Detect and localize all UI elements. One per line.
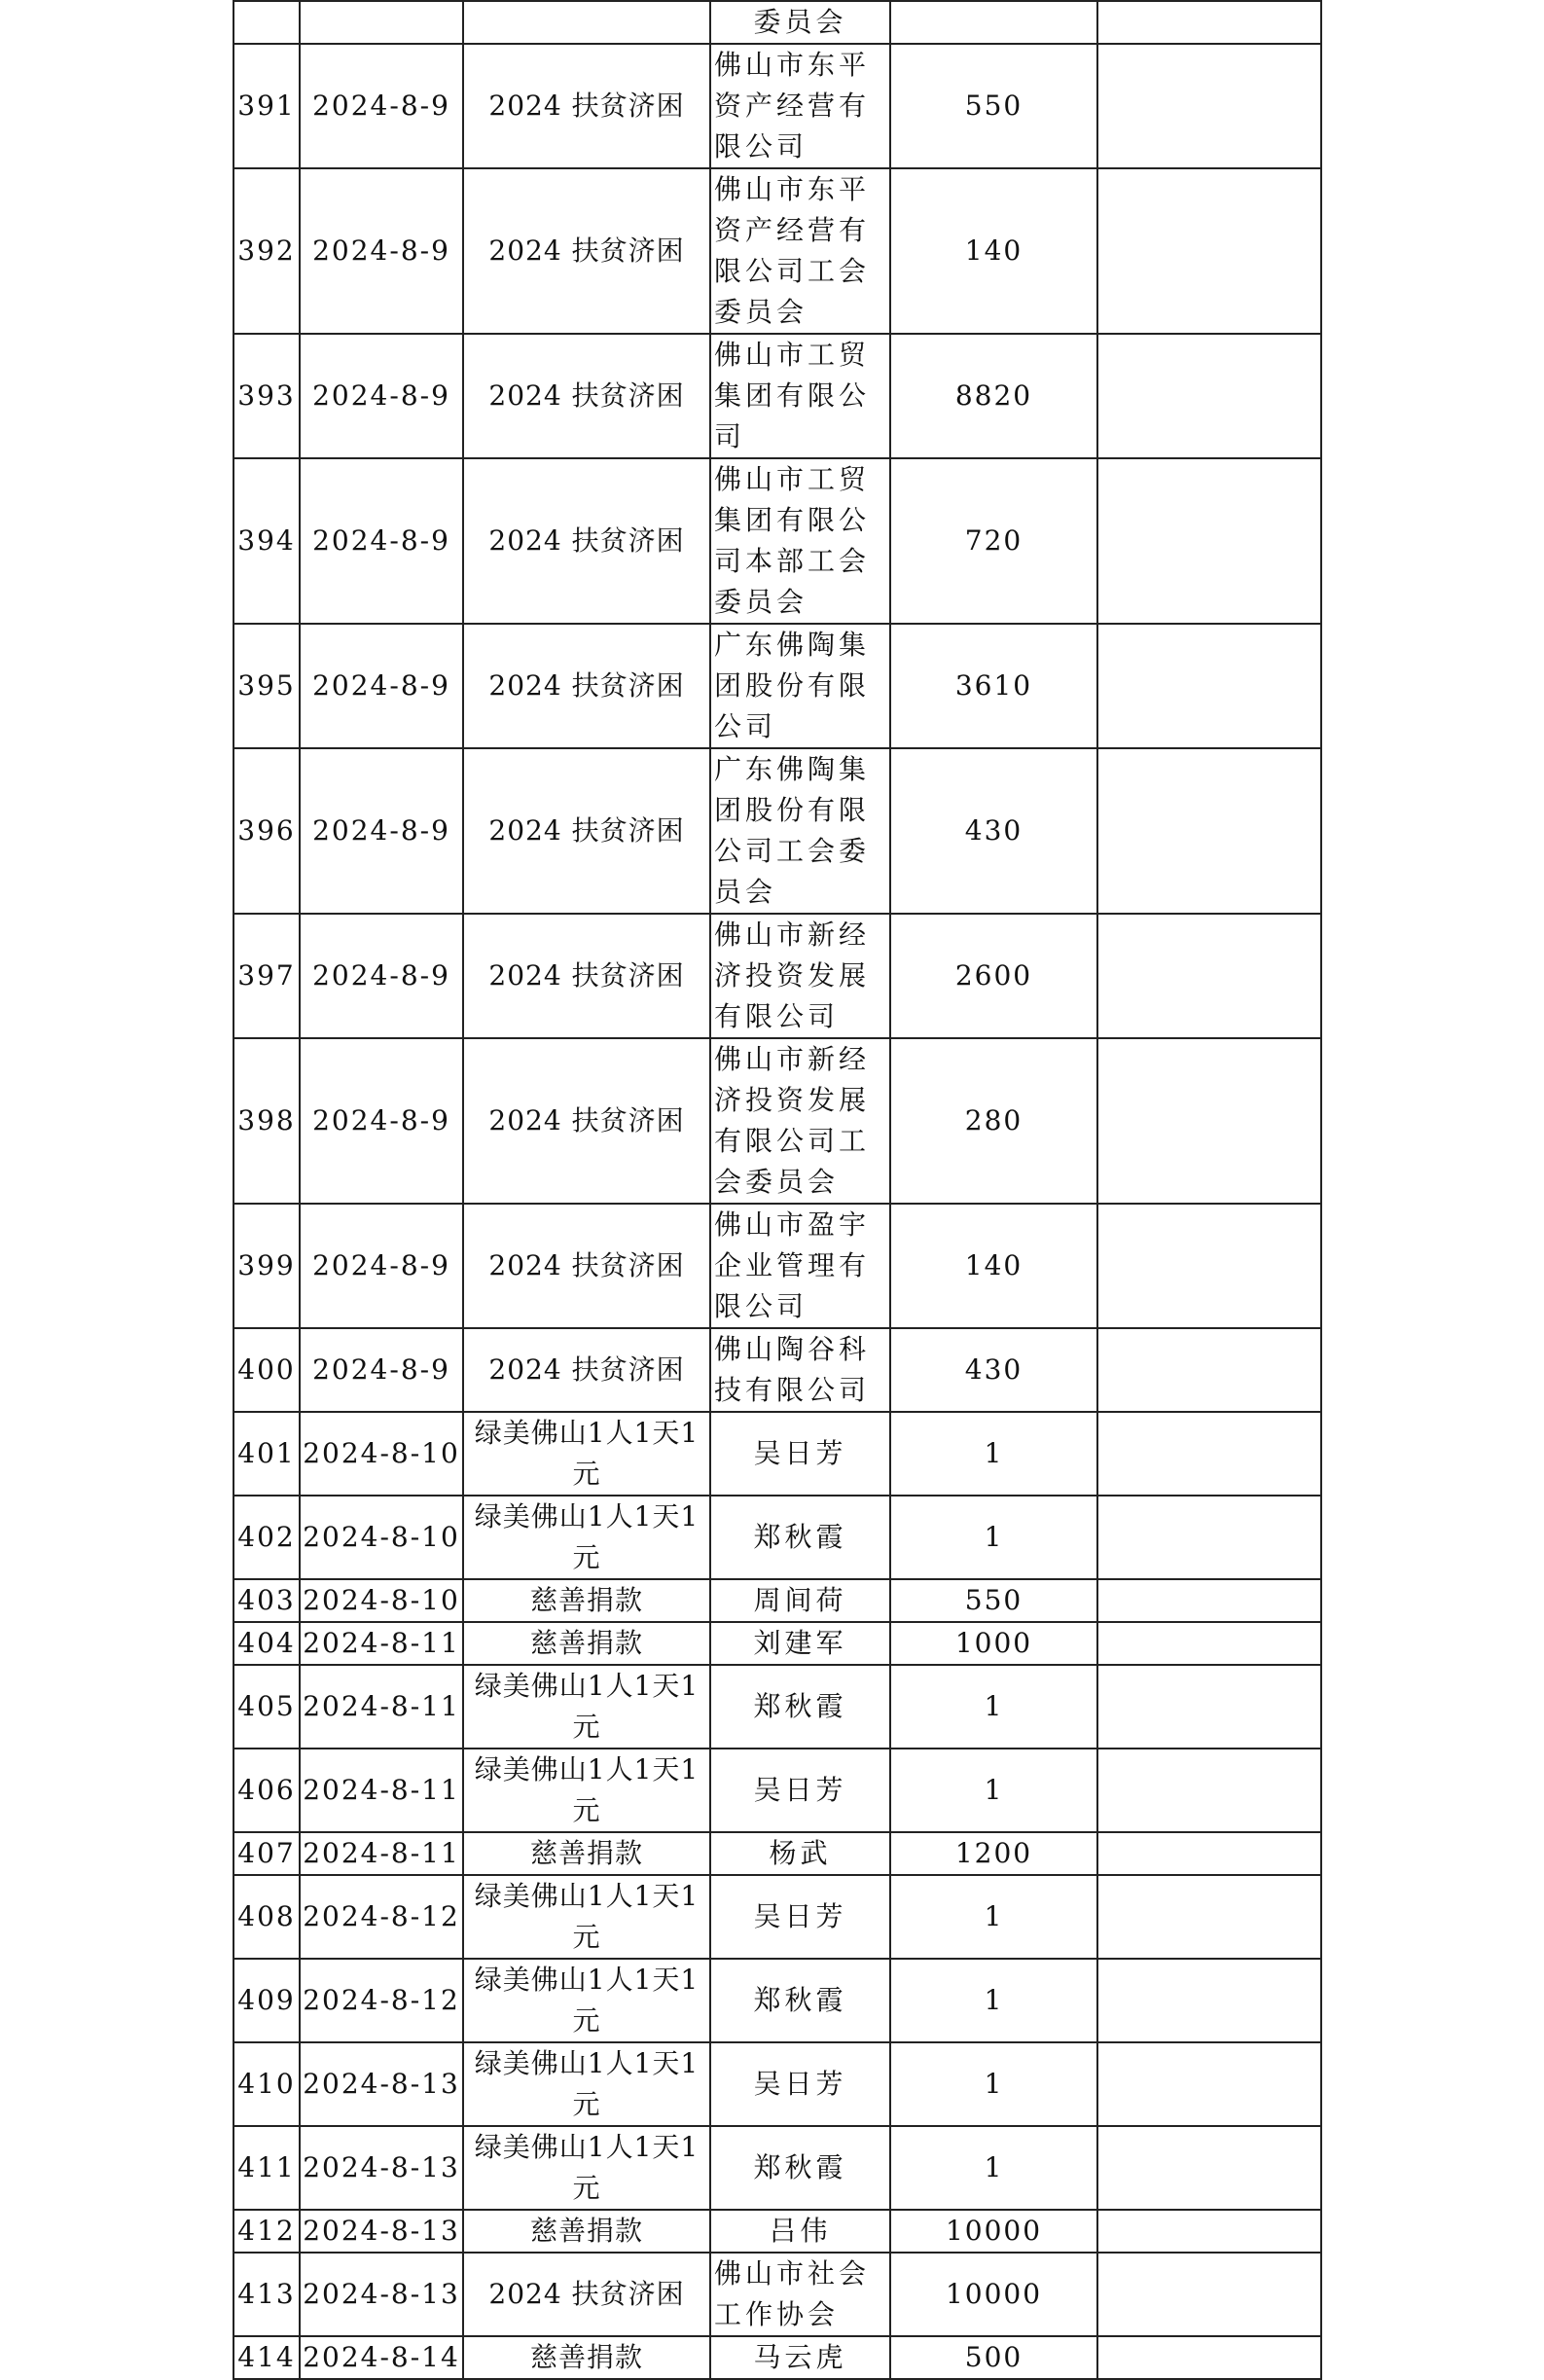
row-amount: 140 [890, 1204, 1097, 1328]
row-number [233, 1, 300, 44]
table-row [233, 1749, 1321, 1832]
row-note [1097, 168, 1321, 334]
row-project: 绿美佛山1人1天1元 [463, 1665, 710, 1749]
row-project: 2024 扶贫济困 [463, 1038, 710, 1204]
table-row-fragment [233, 1, 1321, 44]
row-donor: 郑秋霞 [710, 1665, 890, 1749]
row-number: 405 [233, 1665, 300, 1749]
row-project: 绿美佛山1人1天1元 [463, 2042, 710, 2126]
row-date: 2024-8-13 [300, 2042, 463, 2126]
table-row [233, 44, 1321, 168]
table-row [233, 624, 1321, 748]
row-donor: 佛山市社会工作协会 [710, 2253, 890, 2336]
table-row [233, 1412, 1321, 1496]
row-donor: 委员会 [710, 1, 890, 44]
table-row [233, 2336, 1321, 2379]
row-number: 402 [233, 1496, 300, 1579]
row-note [1097, 334, 1321, 458]
row-donor: 郑秋霞 [710, 1959, 890, 2042]
row-amount: 430 [890, 1328, 1097, 1412]
row-donor: 吴日芳 [710, 1749, 890, 1832]
row-number: 413 [233, 2253, 300, 2336]
row-project: 绿美佛山1人1天1元 [463, 1959, 710, 2042]
row-note [1097, 1579, 1321, 1622]
row-project: 2024 扶贫济困 [463, 748, 710, 914]
row-note [1097, 2336, 1321, 2379]
row-project: 慈善捐款 [463, 1622, 710, 1665]
row-date: 2024-8-11 [300, 1832, 463, 1875]
row-donor: 广东佛陶集团股份有限公司 [710, 624, 890, 748]
row-note [1097, 1328, 1321, 1412]
row-project: 2024 扶贫济困 [463, 1204, 710, 1328]
row-date: 2024-8-11 [300, 1749, 463, 1832]
row-donor: 佛山陶谷科技有限公司 [710, 1328, 890, 1412]
row-number: 395 [233, 624, 300, 748]
row-donor: 周间荷 [710, 1579, 890, 1622]
row-donor: 广东佛陶集团股份有限公司工会委员会 [710, 748, 890, 914]
table-row [233, 748, 1321, 914]
row-project: 慈善捐款 [463, 1579, 710, 1622]
row-amount: 2600 [890, 914, 1097, 1038]
row-amount: 1000 [890, 1622, 1097, 1665]
table-row [233, 1204, 1321, 1328]
row-number: 414 [233, 2336, 300, 2379]
row-date: 2024-8-9 [300, 748, 463, 914]
table-row [233, 1875, 1321, 1959]
row-date: 2024-8-9 [300, 914, 463, 1038]
row-amount: 10000 [890, 2210, 1097, 2253]
row-date: 2024-8-9 [300, 458, 463, 624]
row-number: 412 [233, 2210, 300, 2253]
table-row [233, 168, 1321, 334]
row-note [1097, 2126, 1321, 2210]
row-date: 2024-8-10 [300, 1412, 463, 1496]
row-date: 2024-8-9 [300, 334, 463, 458]
row-project: 绿美佛山1人1天1元 [463, 1749, 710, 1832]
row-number: 404 [233, 1622, 300, 1665]
row-note [1097, 1959, 1321, 2042]
row-note [1097, 1412, 1321, 1496]
row-note [1097, 1038, 1321, 1204]
row-note [1097, 1622, 1321, 1665]
table-row [233, 1832, 1321, 1875]
row-donor: 佛山市新经济投资发展有限公司工会委员会 [710, 1038, 890, 1204]
row-number: 396 [233, 748, 300, 914]
row-donor: 佛山市盈宇企业管理有限公司 [710, 1204, 890, 1328]
table-row [233, 2126, 1321, 2210]
row-note [1097, 44, 1321, 168]
row-donor: 吴日芳 [710, 1875, 890, 1959]
row-project: 慈善捐款 [463, 1832, 710, 1875]
table-row [233, 2042, 1321, 2126]
row-donor: 郑秋霞 [710, 1496, 890, 1579]
table-row [233, 334, 1321, 458]
row-date: 2024-8-9 [300, 1328, 463, 1412]
row-amount: 280 [890, 1038, 1097, 1204]
row-donor: 佛山市工贸集团有限公司 [710, 334, 890, 458]
row-date: 2024-8-9 [300, 1204, 463, 1328]
row-amount: 430 [890, 748, 1097, 914]
row-amount [890, 1, 1097, 44]
row-number: 392 [233, 168, 300, 334]
row-date: 2024-8-10 [300, 1579, 463, 1622]
row-project: 2024 扶贫济困 [463, 1328, 710, 1412]
row-project: 绿美佛山1人1天1元 [463, 1496, 710, 1579]
row-number: 400 [233, 1328, 300, 1412]
row-note [1097, 2253, 1321, 2336]
donation-table [233, 0, 1322, 2380]
row-note [1097, 624, 1321, 748]
row-amount: 1 [890, 2126, 1097, 2210]
table-row [233, 1579, 1321, 1622]
row-date: 2024-8-9 [300, 44, 463, 168]
row-amount: 550 [890, 1579, 1097, 1622]
row-note [1097, 2042, 1321, 2126]
table-row [233, 1665, 1321, 1749]
table-row [233, 914, 1321, 1038]
row-donor: 吕伟 [710, 2210, 890, 2253]
row-project: 绿美佛山1人1天1元 [463, 2126, 710, 2210]
row-amount: 1200 [890, 1832, 1097, 1875]
table-row [233, 2253, 1321, 2336]
row-date: 2024-8-12 [300, 1959, 463, 2042]
row-date: 2024-8-13 [300, 2253, 463, 2336]
row-note [1097, 914, 1321, 1038]
row-amount: 8820 [890, 334, 1097, 458]
row-number: 407 [233, 1832, 300, 1875]
row-donor: 佛山市东平资产经营有限公司 [710, 44, 890, 168]
row-project: 绿美佛山1人1天1元 [463, 1875, 710, 1959]
row-note [1097, 1749, 1321, 1832]
row-amount: 1 [890, 1875, 1097, 1959]
row-date: 2024-8-9 [300, 1038, 463, 1204]
row-amount: 720 [890, 458, 1097, 624]
row-date: 2024-8-12 [300, 1875, 463, 1959]
table-row [233, 1622, 1321, 1665]
row-amount: 3610 [890, 624, 1097, 748]
row-project: 2024 扶贫济困 [463, 458, 710, 624]
row-note [1097, 458, 1321, 624]
row-number: 401 [233, 1412, 300, 1496]
row-amount: 1 [890, 2042, 1097, 2126]
row-amount: 1 [890, 1959, 1097, 2042]
row-date: 2024-8-13 [300, 2210, 463, 2253]
row-number: 408 [233, 1875, 300, 1959]
row-amount: 140 [890, 168, 1097, 334]
row-amount: 500 [890, 2336, 1097, 2379]
row-date: 2024-8-11 [300, 1665, 463, 1749]
row-date: 2024-8-10 [300, 1496, 463, 1579]
row-donor: 刘建军 [710, 1622, 890, 1665]
row-number: 398 [233, 1038, 300, 1204]
row-amount: 1 [890, 1496, 1097, 1579]
row-donor: 马云虎 [710, 2336, 890, 2379]
row-number: 394 [233, 458, 300, 624]
row-donor: 吴日芳 [710, 2042, 890, 2126]
row-project: 2024 扶贫济困 [463, 44, 710, 168]
table-row [233, 1496, 1321, 1579]
table-row [233, 1038, 1321, 1204]
row-donor: 郑秋霞 [710, 2126, 890, 2210]
table-row [233, 1328, 1321, 1412]
table-row [233, 1959, 1321, 2042]
row-number: 399 [233, 1204, 300, 1328]
row-project: 2024 扶贫济困 [463, 334, 710, 458]
row-date: 2024-8-11 [300, 1622, 463, 1665]
row-note [1097, 1875, 1321, 1959]
row-donor: 佛山市东平资产经营有限公司工会委员会 [710, 168, 890, 334]
row-note [1097, 1665, 1321, 1749]
row-date: 2024-8-9 [300, 168, 463, 334]
row-note [1097, 1832, 1321, 1875]
row-amount: 550 [890, 44, 1097, 168]
row-amount: 10000 [890, 2253, 1097, 2336]
row-date: 2024-8-14 [300, 2336, 463, 2379]
row-note [1097, 748, 1321, 914]
row-donor: 佛山市新经济投资发展有限公司 [710, 914, 890, 1038]
row-number: 410 [233, 2042, 300, 2126]
row-number: 393 [233, 334, 300, 458]
row-number: 411 [233, 2126, 300, 2210]
row-amount: 1 [890, 1665, 1097, 1749]
row-donor: 吴日芳 [710, 1412, 890, 1496]
row-number: 409 [233, 1959, 300, 2042]
row-note [1097, 1204, 1321, 1328]
table-row [233, 2210, 1321, 2253]
row-note [1097, 1, 1321, 44]
row-date: 2024-8-9 [300, 624, 463, 748]
row-project: 慈善捐款 [463, 2210, 710, 2253]
row-donor: 杨武 [710, 1832, 890, 1875]
row-note [1097, 1496, 1321, 1579]
row-donor: 佛山市工贸集团有限公司本部工会委员会 [710, 458, 890, 624]
row-project [463, 1, 710, 44]
row-project: 2024 扶贫济困 [463, 2253, 710, 2336]
row-project: 2024 扶贫济困 [463, 624, 710, 748]
row-project: 慈善捐款 [463, 2336, 710, 2379]
row-number: 406 [233, 1749, 300, 1832]
row-date [300, 1, 463, 44]
row-amount: 1 [890, 1412, 1097, 1496]
row-project: 绿美佛山1人1天1元 [463, 1412, 710, 1496]
row-number: 397 [233, 914, 300, 1038]
row-number: 403 [233, 1579, 300, 1622]
row-date: 2024-8-13 [300, 2126, 463, 2210]
row-note [1097, 2210, 1321, 2253]
row-project: 2024 扶贫济困 [463, 914, 710, 1038]
row-project: 2024 扶贫济困 [463, 168, 710, 334]
row-amount: 1 [890, 1749, 1097, 1832]
table-row [233, 458, 1321, 624]
row-number: 391 [233, 44, 300, 168]
